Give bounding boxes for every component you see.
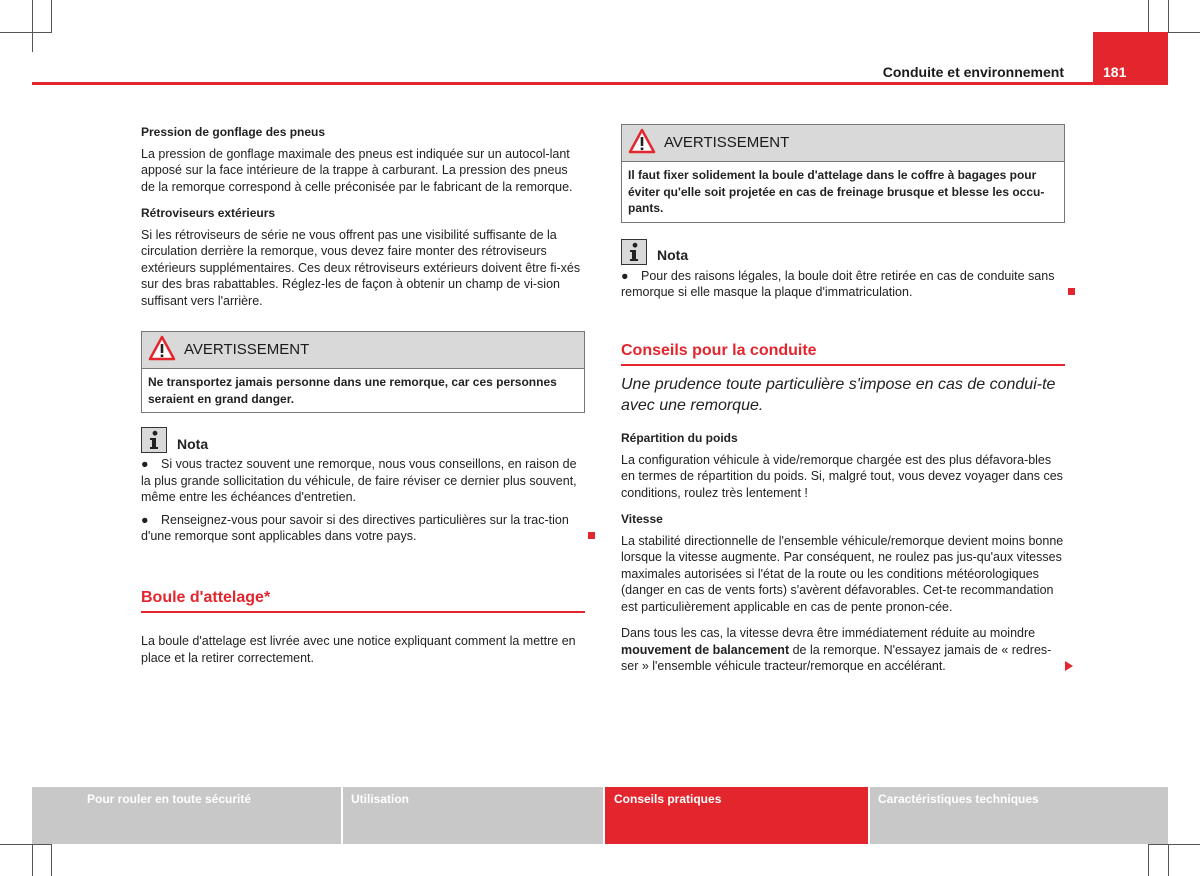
note-header [621,239,1065,265]
crop-mark [32,0,33,52]
subheading-speed: Vitesse [621,512,663,526]
paragraph-weight-distribution: La configuration véhicule à vide/remorque chargée est des plus défavora-bles en termes de répartition du poids. Si, malgré tout, vous devez voyager dans ces conditions, roulez très lentement ! [621,452,1063,500]
paragraph-sway-pre: Dans tous les cas, la vitesse devra être immédiatement réduite au moindre [621,626,1036,640]
paragraph-tire-pressure: La pression de gonflage maximale des pneus est indiquée sur un autocol-lant apposé sur la face intérieure de la trappe à carburant. La pression des pneus de la remorque correspond à celle préconisée par le fabricant de la remorque. [141,146,573,194]
header-rule [32,82,1168,85]
bullet-dot: ● [621,268,629,283]
tab-label: Conseils pratiques [614,792,722,806]
tab-safety[interactable] [32,787,341,844]
crop-mark [1168,844,1169,876]
warning-header [622,125,1064,162]
crop-mark [51,844,52,876]
tab-label: Utilisation [351,792,410,806]
warning-title: AVERTISSEMENT [184,340,310,358]
warning-triangle-icon [148,335,176,366]
tab-label: Caractéristiques techniques [878,792,1039,806]
warning-title: AVERTISSEMENT [664,133,790,151]
warning-box [621,124,1065,223]
paragraph-sway [621,625,1065,675]
tab-label: Pour rouler en toute sécurité [87,792,252,806]
end-of-section-marker [1068,288,1075,295]
warning-text: Ne transportez jamais personne dans une remorque, car ces personnes seraient en grand danger. [148,375,557,406]
page-header-title: Conduite et environnement [882,64,1064,80]
right-column [621,124,1065,675]
section-intro: Une prudence toute particulière s'impose en cas de condui-te avec une remorque. [621,376,1056,414]
paragraph-sway-bold: mouvement de balancement [621,642,790,657]
crop-mark [0,32,52,33]
crop-mark [32,844,33,876]
crop-mark [1148,844,1149,876]
warning-text: Il faut fixer solidement la boule d'attelage dans le coffre à bagages pour éviter qu'elle soit projetée en cas de freinage brusque et blesse les occu-pants. [628,168,1045,215]
tab-technical-specs[interactable] [870,787,1168,844]
bullet-dot: ● [141,457,149,471]
note-bullet-text: Si vous tractez souvent une remorque, nous vous conseillons, en raison de la plus grande sollicitation du véhicule, de faire réviser ce dernier plus souvent, même entre les échéances d'entretien. [141,457,577,504]
continue-arrow-icon [1065,661,1073,671]
crop-mark [1148,844,1200,845]
paragraph-hitch: La boule d'attelage est livrée avec une notice expliquant comment la mettre en place et la retirer correctement. [141,634,576,665]
crop-mark [1168,0,1169,32]
crop-mark [0,844,52,845]
subheading-mirrors: Rétroviseurs extérieurs [141,206,276,220]
paragraph-speed: La stabilité directionnelle de l'ensemble véhicule/remorque devient moins bonne lorsque la vitesse augmente. Par conséquent, ne roulez pas jus-qu'aux vitesses maximales autorisées si l'état de la route ou les conditions météorologiques (danger en cas de vents forts) s'avèrent défavorables. Cet-te recommandation est particulièrement applicable en cas de pente pronon-cée. [621,533,1064,614]
note-title: Nota [657,247,689,264]
warning-header [142,332,584,369]
section-heading-hitch: Boule d'attelage* [141,590,585,614]
note-bullet-text: Renseignez-vous pour savoir si des directives particulières sur la trac-tion d'une remorque sont applicables dans votre pays. [141,512,569,543]
subheading-weight-distribution: Répartition du poids [621,431,738,445]
paragraph-mirrors: Si les rétroviseurs de série ne vous offrent pas une visibilité suffisante de la circulation derrière la remorque, vous devez faire monter des rétroviseurs extérieurs supplémentaires. Ces deux rétroviseurs extérieurs doivent être fi-xés sur des bras rabattables. Réglez-les de façon à obtenir un champ de vi-sion suffisant vers l'arrière. [141,227,581,308]
warning-box [141,331,585,413]
note-bullet [141,512,585,545]
note-bullet-text: Pour des raisons légales, la boule doit être retirée en cas de conduite sans remorque si elle masque la plaque d'immatriculation. [621,268,1055,299]
crop-mark [51,0,52,32]
warning-triangle-icon [628,128,656,159]
left-column [141,124,585,666]
info-icon [621,239,647,265]
note-header [141,427,585,453]
page-number: 181 [1093,32,1168,84]
tab-operation[interactable] [343,787,603,844]
section-heading-driving-advice: Conseils pour la conduite [621,343,1065,367]
paragraph-sway-post: de la remorque. N'essayez jamais de « redres-ser » l'ensemble véhicule tracteur/remorque en accélérant. [621,642,1052,673]
info-icon [141,427,167,453]
note-bullet [621,268,1065,301]
end-of-section-marker [588,532,595,539]
bullet-dot: ● [141,512,149,527]
subheading-tire-pressure: Pression de gonflage des pneus [141,125,326,139]
tab-practical-advice[interactable] [605,787,868,844]
note-title: Nota [177,435,209,452]
note-bullet [141,456,585,506]
